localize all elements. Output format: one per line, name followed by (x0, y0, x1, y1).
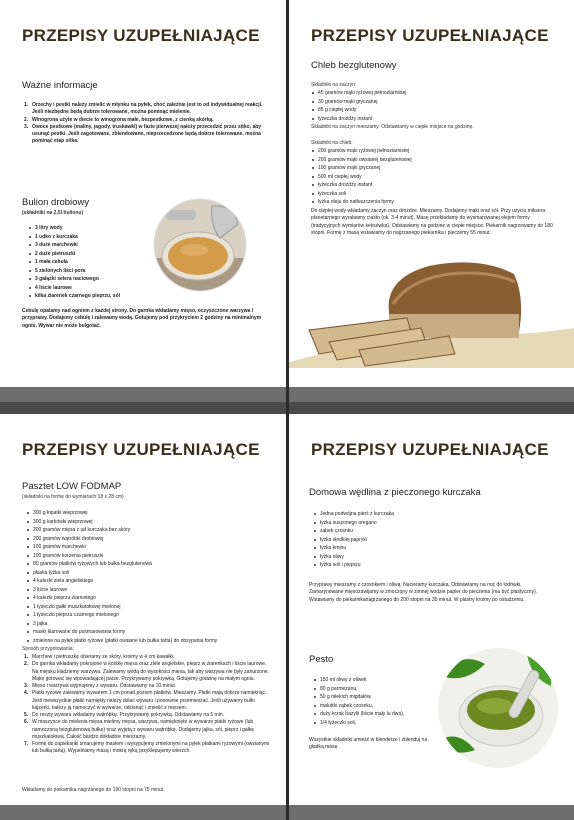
list-item: 1 łyżeczki pieprzu czarnego mielonego (26, 611, 217, 620)
list-item: 300 g łopatki wieprzowej (26, 509, 217, 518)
list-item: 150 ml oliwy z oliwek (313, 676, 404, 685)
page-2 (289, 0, 574, 402)
list-item: 80 g parmezanu, (313, 685, 404, 694)
list-item: 100 gramów mąki gryczanej (311, 164, 412, 173)
pate-sub: (składniki na formę do wymiarach 18 x 28 cm) (22, 494, 124, 500)
page-header: PRZEPISY UZUPEŁNIAJĄCE (311, 440, 549, 459)
list-item: 200 gramów mięsa z ud kurczaka bez skóry (26, 526, 217, 535)
list-item: 45 gramów mąki ryżowej pełnoziarnistej (311, 89, 406, 98)
list-item: łyżka oleju do natłuszczenia formy (311, 198, 412, 207)
list-item: 5 zielonych liści pora (28, 267, 120, 276)
chicken-method: Przyprawy mieszamy z czosnkiem i oliwą. Nacieramy kurczaka. Odstawiamy na noc do lodówki. Zamarynowane mięsozawijamy w zmoczony w zimnej wodzie papier do pieczenia (ma być plastyczny). Wstawiamy do piekarnikanagrzanego do 200 stopni na 30 minut. W plastry kroimy po ostudzeniu. (309, 582, 538, 603)
bread-ingredients (311, 147, 412, 207)
bread-method: Do ciepłej wody wkładamy zaczyn oraz drożdże. Mieszamy. Dodajemy mąki oraz sól. Przy użyciu miksera planetarnego wyrabiamy ciasto (ok. 3-4 minut). Masę przekładamy do wysmarowanej olejem formy (tradycyjnych wymiarów keksówka). Odstawiamy na godzinę w ciepłe miejsce. Piekarnik nagrzewamy do 180 stopni. Formę z masą wstawiamy do nagrzanego piekarnika i pieczemy 55 minut. (311, 208, 553, 236)
list-item: łyżka suszonego oregano (313, 519, 394, 528)
page-footer (0, 387, 286, 402)
list-item: łyżka słodkiej papryki (313, 536, 394, 545)
list-item: duży krzak bazylii (liście mały lu dwa), (313, 710, 404, 719)
starter-note: Składniki na zaczyn mieszamy. Odstawiamy w ciepłe miejsce na godzinę. (311, 124, 474, 130)
list-item: 200 gramów mąki ryżowej pełnoziarnistej (311, 147, 412, 156)
page-4 (289, 414, 574, 820)
step-item: Formę do zapiekanki smarujemy masłem i wysypujemy zmielonymi na pyłek płatkami ryżowymi (owsianymi lub bułką tartą). Wypełniamy masą i mokrą ręką przyklepujemy wierzch. (32, 741, 270, 755)
list-item: łyżeczka soli (311, 190, 412, 199)
chicken-title: Domowa wędlina z pieczonego kurczaka (309, 487, 481, 498)
list-item: łyżeczka drożdży instant (311, 115, 406, 124)
broth-sub: (składniki na 2,5l bulionu) (22, 210, 84, 216)
bread-photo (289, 258, 574, 368)
page-3 (0, 414, 286, 820)
page-header: PRZEPISY UZUPEŁNIAJĄCE (311, 26, 549, 45)
list-item: 3 duże marchewki (28, 241, 120, 250)
page-header: PRZEPISY UZUPEŁNIAJĄCE (22, 26, 260, 45)
info-list (24, 102, 270, 146)
page-footer (0, 805, 286, 820)
page-footer (289, 805, 574, 820)
method-title: Sposób przygotowania: (22, 646, 74, 652)
list-item: 3 liście laurowe (26, 586, 217, 595)
pate-title: Pasztet LOW FODMAP (22, 481, 122, 492)
list-item: 4 liście laurowe (28, 284, 120, 293)
pesto-method: Wszystkie składniki umieść w blenderze i zblenduj na gładką masę. (309, 737, 428, 751)
broth-title: Bulion drobiowy (22, 197, 90, 208)
list-item: zmielone na pyłek płatki ryżowe (płatki owsiane lub bułka tarta) do obsypania formy (26, 637, 217, 646)
page-header: PRZEPISY UZUPEŁNIAJĄCE (22, 440, 260, 459)
info-item: Winogrona użyte w diecie to winogrona małe, bezpestkowe, z cienką skórką. (32, 116, 214, 123)
step-item: Mięso i warzywa wyjmujemy z wywaru. Odstawiamy na 10 minut. (32, 683, 177, 689)
page-footer (289, 387, 574, 402)
pate-ingredients (26, 509, 217, 645)
list-item: 200 gramów wątróbki drobiowej (26, 535, 217, 544)
list-item: łyżeczka drożdży instant (311, 181, 412, 190)
list-item: 30 gramów mąki gryczanej (311, 98, 406, 107)
broth-ingredients (28, 224, 120, 301)
info-title: Ważne informacje (22, 80, 98, 91)
list-item: łyżka soli i pieprzu (313, 561, 394, 570)
pesto-ingredients (313, 676, 404, 727)
bread-title: Chleb bezglutenowy (311, 60, 397, 71)
list-item: 1/4 łyżeczki soli, (313, 719, 404, 728)
list-item: 300 g karkówki wieprzowej (26, 518, 217, 527)
list-item: płaska łyżka soli (26, 569, 217, 578)
list-item: ząbek czosnku (313, 527, 394, 536)
step-item: Do garnka wkładamy pokrojone w kostkę mięsa oraz ziele angielskie, pieprz w ziarenkach i liście laurowe. Na mięsku kładziemy warzywa. Zalewamy wodą do wysokości mięsa, tak aby warzywa nie były zanurzone. Mąkę gotować się wpowadającej parze. Przykrywamy pokrywką. Gotujemy godzinę na małym ogniu. (32, 661, 270, 682)
list-item: 4 kulezki pieprzu ziarnistego (26, 594, 217, 603)
list-item: łyżka oliwy (313, 553, 394, 562)
pesto-title: Pesto (309, 654, 334, 665)
list-item: 2 duże pietruszki (28, 250, 120, 259)
step-item: Marchew i pietruszkę obieramy ze skóry, kroimy w 4 cm kawałki. (32, 654, 175, 660)
info-item: Orzechy i pestki należy zmielić w młynku na pyłek, choć zależnie jest to od indywidualnej reakcji. Jeśli niezbędne będą dobrze tolerowane, można pominąć mielenie. (32, 102, 263, 116)
list-item: 80 gramów płatków ryżowych lub bułka bezglutenowa (26, 560, 217, 569)
pesto-photo (435, 646, 561, 770)
list-item: masło klarowane do posmarowania formy (26, 628, 217, 637)
list-item: 3 jajka (26, 620, 217, 629)
pate-steps (24, 654, 272, 756)
bread-ingredients-title: Składniki na chleb: (311, 140, 353, 146)
list-item: kilka ziarenek czarnego pieprzu, sól (28, 292, 120, 301)
step-item: Płatki ryżowe zalewamy wywarem 1 cm ponad poziom płatków. Mieszamy. Płatki mają dobrze namięknąć. Jeśli niewszystkie płatki namiękły należy dolać wywaru i ponownie przemieszać. Jeśli używamy bułki kajzerki, należy ją namoczyć w wywarze, odcisnąć i zmielić z mięsem. (32, 690, 267, 711)
list-item: 50 g młekich migdałów, (313, 693, 404, 702)
step-item: W maszynce do mielenia mięsa mielimy mięsa, warzywa, namięknięte w wywarze płatki ryżowe (lub namoczoną bezglutenową bułkę) oraz wyjętą z wywaru wątróbkę. Dodajemy jajka, sól, pieprz i gałkę muszkatołową. Całość bardzo dokładnie mieszamy. (32, 719, 255, 740)
starter-ingredients (311, 89, 406, 123)
info-item: Owoce pestkowe (maliny, jagody, truskawki) w fazie pierwszej należy przecedzić przez sitko, aby usunąć pestki. Jeśli zagotowane, zblendowane, nieprzecedzone będą dobrze tolerowane, można pominąć etap sitka. (32, 123, 262, 145)
broth-method: Cebulę opalamy nad ogniem z każdej strony. Do garnka wkładamy mięso, oczyszczone warzywa i przyprawy. Dodajemy cebulę i zalewamy wodą. Gotujemy pod przykryciem 2 godziny na minimalnym ogniu. Wywar nie może bulgotać. (22, 308, 262, 329)
starter-title: Składniki na zaczyn: (311, 82, 357, 88)
list-item: 1 mała cebula (28, 258, 120, 267)
list-item: 100 gramów korzenia pietruszki (26, 552, 217, 561)
list-item: Jedna podwójna pierś z kurczaka (313, 510, 394, 519)
list-item: 3 gałązki selera naciowego (28, 275, 120, 284)
list-item: maluttki ząbek czosnku, (313, 702, 404, 711)
list-item: 500 ml ciepłej wody (311, 173, 412, 182)
list-item: 100 gramów marchewki (26, 543, 217, 552)
list-item: łyżka kminu (313, 544, 394, 553)
list-item: 3 litry wody (28, 224, 120, 233)
list-item: 85 g ciepłej wody (311, 106, 406, 115)
broth-photo (150, 198, 250, 292)
page-1 (0, 0, 286, 402)
list-item: 1 łyżeczki gałki muszkatołowej mielonej (26, 603, 217, 612)
chicken-ingredients (313, 510, 394, 570)
step-item: Do reszty wywaru wkładamy wątróbkę. Przykrywamy pokrywką. Odstawiamy na 5 min. (32, 712, 224, 718)
list-item: 200 gramów mąki owsianej bezglutenowej (311, 156, 412, 165)
pate-final: Wkładamy do piekarnika nagrzanego do 190 stopni na 75 minut. (22, 787, 165, 793)
list-item: 4 kulezki ziela angielskiego (26, 577, 217, 586)
list-item: 1 udko z kurczaka (28, 233, 120, 242)
